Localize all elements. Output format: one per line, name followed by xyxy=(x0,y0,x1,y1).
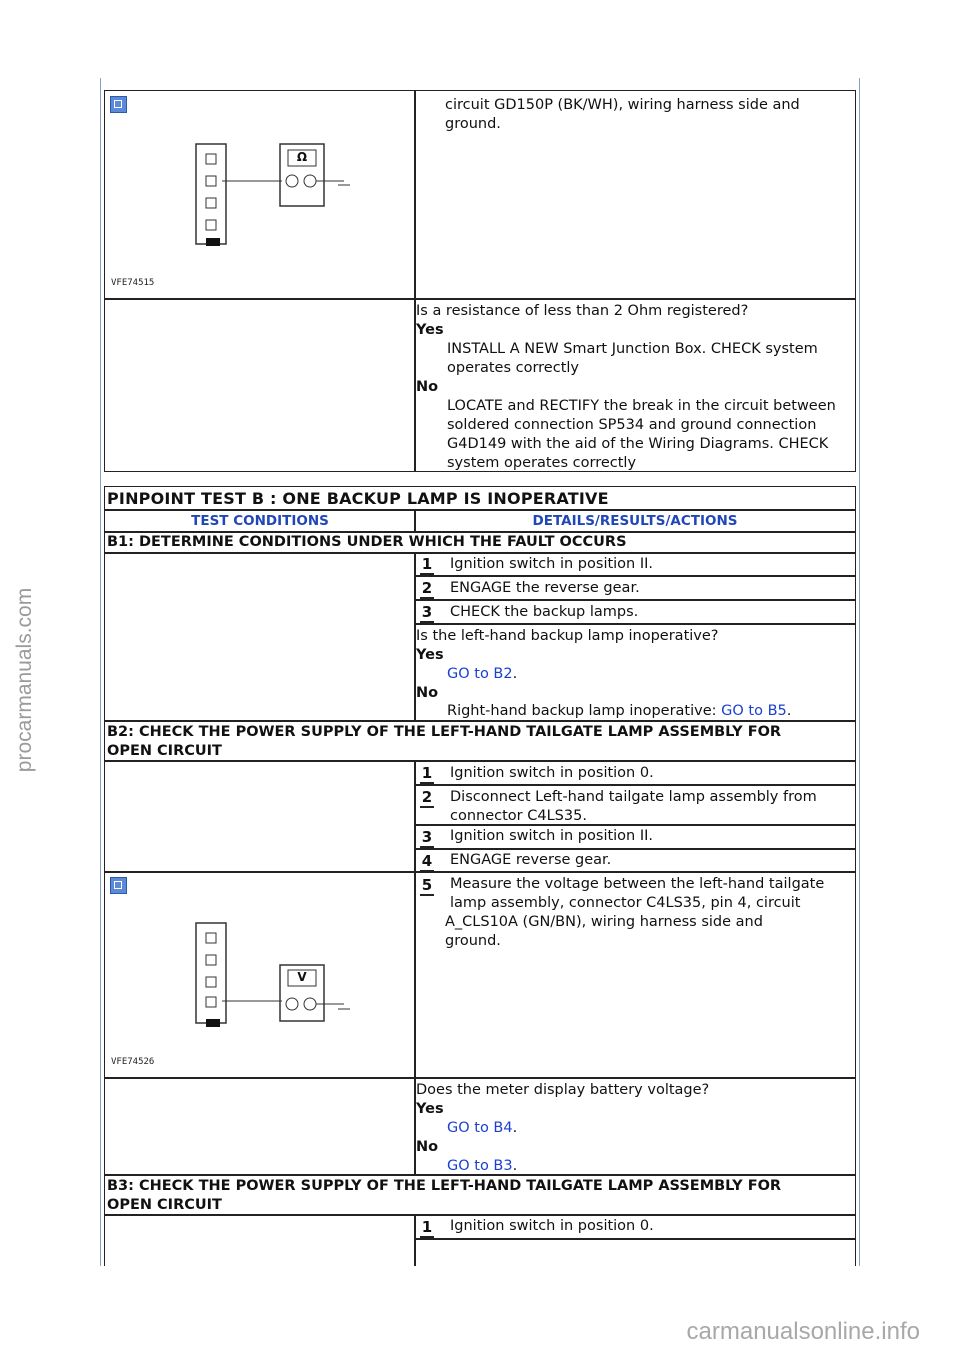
b3-step-number: 1 xyxy=(421,1218,433,1236)
b1-title: B1: DETERMINE CONDITIONS UNDER WHICH THE FAULT OCCURS xyxy=(107,534,627,550)
b1-no-label: No xyxy=(416,685,439,701)
footer-watermark: carmanualsonline.info xyxy=(686,1318,920,1345)
side-watermark: procarmanuals.com xyxy=(13,587,36,773)
b2-no-action: GO to B3. xyxy=(447,1158,518,1174)
meter-symbol: Ω xyxy=(296,150,308,164)
b2-step-number: 4 xyxy=(421,852,433,870)
meter-symbol: V xyxy=(297,970,307,984)
b2-step-number: 1 xyxy=(421,764,433,782)
b2-question: Does the meter display battery voltage? xyxy=(416,1082,710,1098)
ohmmeter-diagram xyxy=(106,92,412,296)
b1-yes-action: GO to B2. xyxy=(447,666,518,682)
b2-step: Ignition switch in position II. xyxy=(450,828,654,844)
goto-b4-link[interactable]: GO to B4 xyxy=(447,1120,513,1136)
b2-step-number: 3 xyxy=(421,828,433,846)
column-test-conditions: TEST CONDITIONS xyxy=(191,513,329,529)
goto-b2-link[interactable]: GO to B2 xyxy=(447,666,513,682)
b1-step-number: 1 xyxy=(421,555,433,573)
goto-b5-link[interactable]: GO to B5 xyxy=(721,703,787,719)
b2-step-continued: A_CLS10A (GN/BN), wiring harness side and ground. xyxy=(445,914,763,949)
b1-step: CHECK the backup lamps. xyxy=(450,604,639,620)
b1-step: ENGAGE the reverse gear. xyxy=(450,580,640,596)
b2-step-number: 2 xyxy=(421,788,433,806)
question-text: Is a resistance of less than 2 Ohm registered? xyxy=(416,303,749,319)
b1-no-action: Right-hand backup lamp inoperative: GO to B5. xyxy=(447,703,792,719)
yes-action: INSTALL A NEW Smart Junction Box. CHECK system operates correctly xyxy=(447,341,818,376)
no-label: No xyxy=(416,379,439,395)
pinpoint-title: PINPOINT TEST B : ONE BACKUP LAMP IS INOPERATIVE xyxy=(107,489,609,508)
b2-title: B2: CHECK THE POWER SUPPLY OF THE LEFT-HAND TAILGATE LAMP ASSEMBLY FOR OPEN CIRCUIT xyxy=(107,724,782,759)
continuation-text: circuit GD150P (BK/WH), wiring harness side and ground. xyxy=(445,97,800,132)
right-page-rule xyxy=(859,78,860,1266)
b2-no-label: No xyxy=(416,1139,439,1155)
figure-label: VFE74515 xyxy=(111,278,155,288)
b1-step: Ignition switch in position II. xyxy=(450,556,654,572)
b1-step-number: 3 xyxy=(421,603,433,621)
b2-yes-label: Yes xyxy=(416,1101,444,1117)
column-details: DETAILS/RESULTS/ACTIONS xyxy=(532,513,738,529)
b1-question: Is the left-hand backup lamp inoperative? xyxy=(416,628,719,644)
yes-label: Yes xyxy=(416,322,444,338)
voltmeter-diagram xyxy=(106,873,412,1075)
b2-step: Measure the voltage between the left-hand tailgate lamp assembly, connector C4LS35, pin 4, circuit xyxy=(450,876,825,911)
voltage-figure[interactable] xyxy=(106,873,412,1075)
b2-step-number: 5 xyxy=(421,876,433,894)
b1-step-number: 2 xyxy=(421,579,433,597)
b2-yes-action: GO to B4. xyxy=(447,1120,518,1136)
b2-step: Disconnect Left-hand tailgate lamp assembly from connector C4LS35. xyxy=(450,789,817,824)
goto-b3-link[interactable]: GO to B3 xyxy=(447,1158,513,1174)
b2-step: Ignition switch in position 0. xyxy=(450,765,654,781)
b1-yes-label: Yes xyxy=(416,647,444,663)
b3-step: Ignition switch in position 0. xyxy=(450,1218,654,1234)
b2-step: ENGAGE reverse gear. xyxy=(450,852,612,868)
no-action: LOCATE and RECTIFY the break in the circuit between soldered connection SP534 and ground connection G4D149 with the aid of the Wiring Diagrams. CHECK system operates correctly xyxy=(447,398,836,471)
figure-label: VFE74526 xyxy=(111,1057,155,1067)
left-page-rule xyxy=(100,78,101,1266)
b3-title: B3: CHECK THE POWER SUPPLY OF THE LEFT-HAND TAILGATE LAMP ASSEMBLY FOR OPEN CIRCUIT xyxy=(107,1178,782,1213)
resistance-figure[interactable] xyxy=(106,92,412,296)
